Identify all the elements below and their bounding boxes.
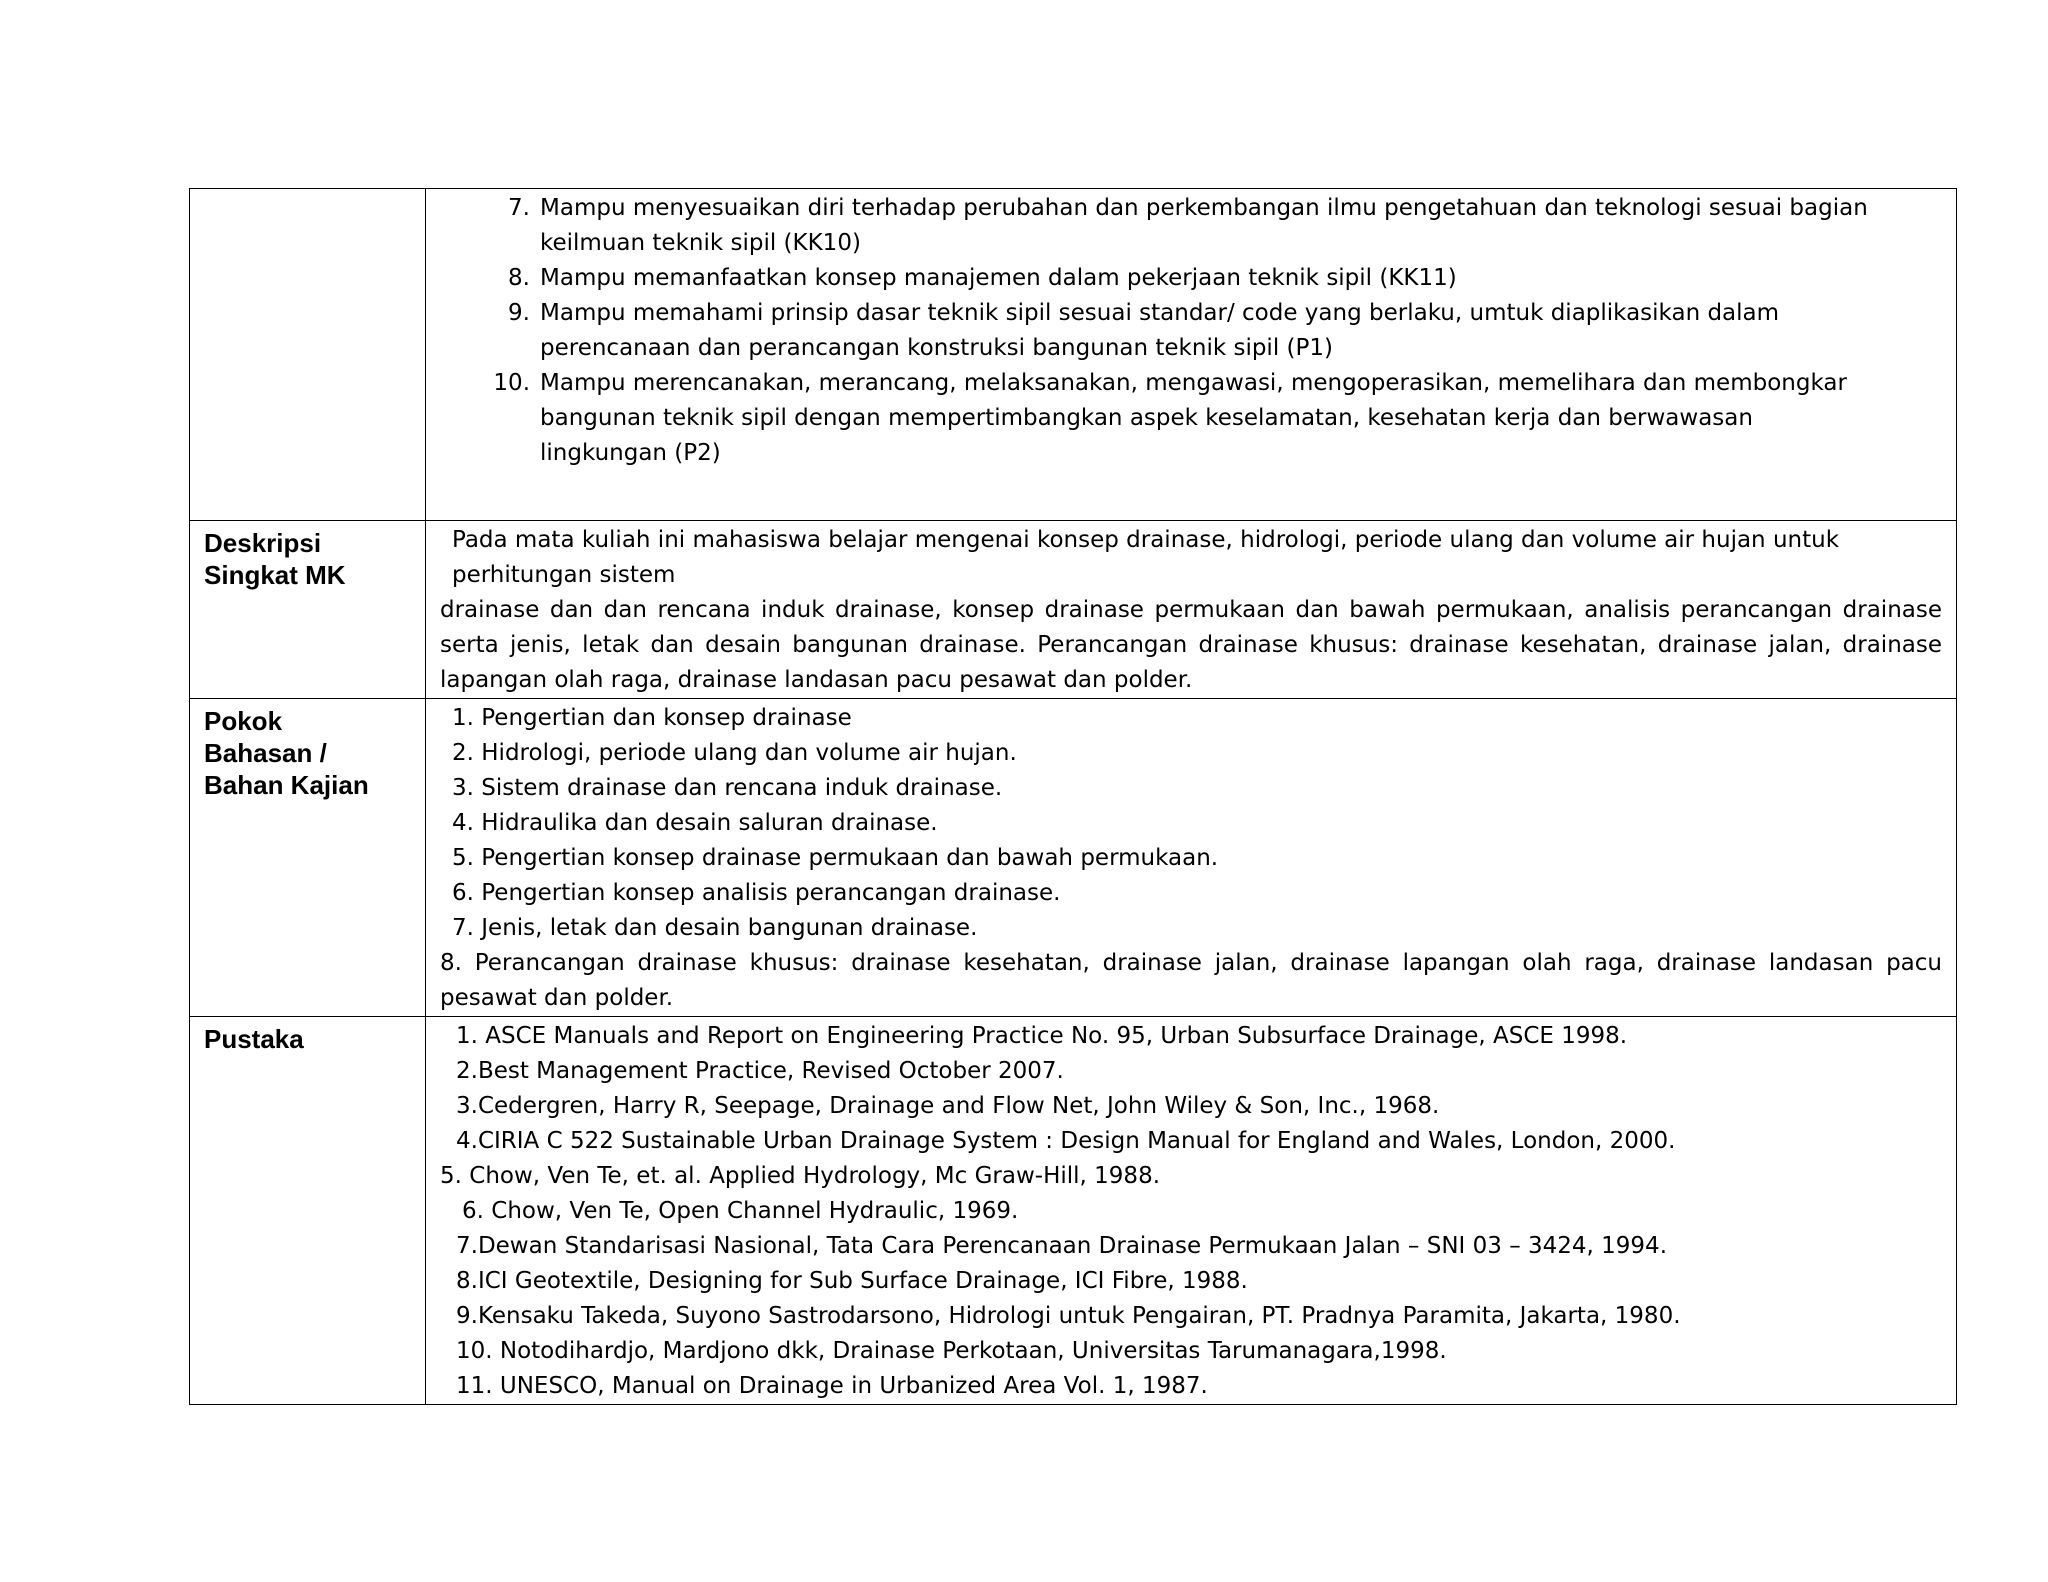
list-item: 7.Dewan Standarisasi Nasional, Tata Cara Perencanaan Drainase Permukaan Jalan – SNI 03 – 3424, 1994. bbox=[456, 1233, 1668, 1259]
list-item: 2. Hidrologi, periode ulang dan volume air hujan. bbox=[452, 740, 1017, 766]
list-item-number: 8. bbox=[508, 265, 530, 291]
list-item: 2.Best Management Practice, Revised October 2007. bbox=[456, 1058, 1064, 1084]
pokok-label bbox=[190, 699, 426, 1017]
list-item bbox=[440, 191, 1942, 261]
list-item bbox=[440, 261, 1942, 296]
pokok-content bbox=[426, 699, 1957, 1017]
list-item: 4.CIRIA C 522 Sustainable Urban Drainage System : Design Manual for England and Wales, London, 2000. bbox=[456, 1128, 1676, 1154]
list-item: 3.Cedergren, Harry R, Seepage, Drainage and Flow Net, John Wiley & Son, Inc., 1968. bbox=[456, 1093, 1440, 1119]
deskripsi-label-line2: Singkat MK bbox=[204, 560, 346, 590]
list-item-number: 7. bbox=[508, 195, 530, 221]
pustaka-list bbox=[440, 1017, 1942, 1404]
pokok-row bbox=[190, 699, 1957, 1017]
deskripsi-body: drainase dan dan rencana induk drainase, konsep drainase permukaan dan bawah permukaan, analisis perancangan drainase serta jenis, letak dan desain bangunan drainase. Perancangan drainase khusus: drainase kesehatan, drainase jalan, drainase lapangan olah raga, drainase landasan pacu pesawat dan polder. bbox=[440, 597, 1942, 693]
pokok-label-line2: Bahasan / bbox=[204, 738, 327, 768]
cpl-label-cell bbox=[190, 189, 426, 521]
list-item: 5. Pengertian konsep drainase permukaan dan bawah permukaan. bbox=[452, 845, 1219, 871]
deskripsi-row bbox=[190, 521, 1957, 699]
cpl-row bbox=[190, 189, 1957, 521]
list-item: 11. UNESCO, Manual on Drainage in Urbanized Area Vol. 1, 1987. bbox=[456, 1373, 1208, 1399]
list-item: 8. Perancangan drainase khusus: drainase kesehatan, drainase jalan, drainase lapangan olah raga, drainase landasan pacu pesawat dan polder. bbox=[440, 950, 1942, 1011]
list-item-number: 10. bbox=[493, 370, 530, 396]
list-item bbox=[440, 296, 1942, 366]
list-item: 4. Hidraulika dan desain saluran drainase. bbox=[452, 810, 938, 836]
deskripsi-content bbox=[426, 521, 1957, 699]
pustaka-label: Pustaka bbox=[190, 1017, 426, 1405]
list-item: 1. ASCE Manuals and Report on Engineering Practice No. 95, Urban Subsurface Drainage, ASCE 1998. bbox=[456, 1023, 1628, 1049]
list-item bbox=[440, 366, 1942, 471]
list-item: 6. Pengertian konsep analisis perancangan drainase. bbox=[452, 880, 1061, 906]
deskripsi-label-line1: Deskripsi bbox=[204, 528, 322, 558]
deskripsi-intro-line2: perhitungan sistem bbox=[452, 562, 676, 588]
list-item-text: Mampu memahami prinsip dasar teknik sipil sesuai standar/ code yang berlaku, umtuk diaplikasikan dalam perencanaan dan perancangan konstruksi bangunan teknik sipil (P1) bbox=[540, 300, 1780, 361]
list-item: 1. Pengertian dan konsep drainase bbox=[452, 705, 852, 731]
list-item-text: Mampu memanfaatkan konsep manajemen dalam pekerjaan teknik sipil (KK11) bbox=[540, 265, 1457, 291]
pustaka-content bbox=[426, 1017, 1957, 1405]
pokok-list bbox=[440, 699, 1942, 946]
deskripsi-label bbox=[190, 521, 426, 699]
pokok-label-line1: Pokok bbox=[204, 706, 283, 736]
deskripsi-intro bbox=[440, 521, 1942, 593]
deskripsi-intro-line1: Pada mata kuliah ini mahasiswa belajar mengenai konsep drainase, hidrologi, periode ulang dan volume air hujan untuk bbox=[452, 527, 1840, 553]
list-item: 8.ICI Geotextile, Designing for Sub Surface Drainage, ICI Fibre, 1988. bbox=[456, 1268, 1248, 1294]
list-item: 6. Chow, Ven Te, Open Channel Hydraulic, 1969. bbox=[462, 1198, 1019, 1224]
cpl-list bbox=[440, 189, 1942, 471]
list-item: 3. Sistem drainase dan rencana induk drainase. bbox=[452, 775, 1003, 801]
list-item: 9.Kensaku Takeda, Suyono Sastrodarsono, Hidrologi untuk Pengairan, PT. Pradnya Paramita, Jakarta, 1980. bbox=[456, 1303, 1681, 1329]
list-item: 7. Jenis, letak dan desain bangunan drainase. bbox=[452, 915, 978, 941]
list-item-number: 9. bbox=[508, 300, 530, 326]
list-item: 5. Chow, Ven Te, et. al. Applied Hydrology, Mc Graw-Hill, 1988. bbox=[440, 1163, 1161, 1189]
list-item: 10. Notodihardjo, Mardjono dkk, Drainase Perkotaan, Universitas Tarumanagara,1998. bbox=[456, 1338, 1447, 1364]
pustaka-row bbox=[190, 1017, 1957, 1405]
list-item-text: Mampu menyesuaikan diri terhadap perubahan dan perkembangan ilmu pengetahuan dan teknologi sesuai bagian keilmuan teknik sipil (KK10) bbox=[540, 195, 1868, 256]
course-info-table bbox=[189, 188, 1957, 1405]
pokok-label-line3: Bahan Kajian bbox=[204, 770, 369, 800]
list-item-text: Mampu merencanakan, merancang, melaksanakan, mengawasi, mengoperasikan, memelihara dan membongkar bangunan teknik sipil dengan mempertimbangkan aspek keselamatan, kesehatan kerja dan berwawasan lingkungan (P2) bbox=[540, 370, 1847, 466]
cpl-content-cell bbox=[426, 189, 1957, 521]
